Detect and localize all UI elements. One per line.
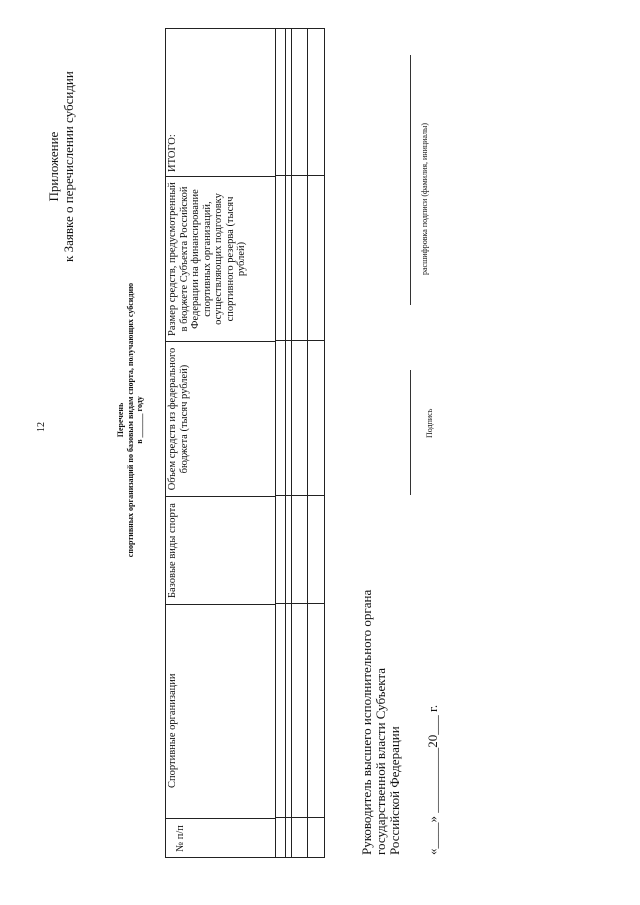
header-cell-regional-budget: Размер средств, предусмотренный в бюджете Субъекта Российской Федерации на финансирование спортивных организаций, осуществляющих подготовку спортивного резерва (тысяч рублей) bbox=[165, 176, 275, 341]
list-title: Перечень bbox=[116, 402, 125, 438]
official-line-1: Руководитель высшего исполнительного органа bbox=[359, 589, 374, 855]
row-line-1 bbox=[285, 28, 286, 858]
decode-line bbox=[410, 55, 411, 305]
header-cell-organizations: Спортивные организации bbox=[165, 604, 275, 818]
col-line-3 bbox=[275, 495, 325, 496]
date-line: «____» __________20___ г. bbox=[425, 704, 440, 855]
appendix-line-1: Приложение bbox=[46, 131, 61, 202]
header-separator bbox=[275, 28, 276, 858]
signature-line bbox=[410, 370, 411, 495]
list-heading bbox=[116, 230, 145, 610]
col-line-2 bbox=[275, 603, 325, 604]
header-cell-federal-budget: Объем средств из федерального бюджета (тысяч рублей) bbox=[165, 341, 275, 496]
appendix-heading bbox=[46, 71, 76, 262]
row-line-3 bbox=[307, 28, 308, 858]
col-line-4 bbox=[275, 340, 325, 341]
list-subtitle: спортивных организаций по базовым видам спорта, получающих субсидию bbox=[125, 282, 135, 558]
decode-caption: расшифровка подписи (фамилия, инициалы) bbox=[420, 122, 429, 275]
list-year-line: в ______ году bbox=[135, 396, 144, 444]
header-cell-sports: Базовые виды спорта bbox=[165, 496, 275, 604]
signature-caption: Подпись bbox=[425, 408, 434, 438]
official-line-2: государственной власти Субъекта bbox=[373, 668, 388, 855]
official-title bbox=[360, 590, 402, 855]
appendix-line-2: к Заявке о перечислении субсидии bbox=[61, 71, 76, 262]
row-line-2 bbox=[291, 28, 292, 858]
col-line-5 bbox=[275, 175, 325, 176]
official-line-3: Российской Федерации bbox=[387, 726, 402, 855]
header-cell-number: № п/п bbox=[165, 818, 275, 858]
header-cell-total: ИТОГО: bbox=[167, 134, 178, 172]
organizations-table bbox=[165, 28, 325, 858]
page-number: 12 bbox=[36, 422, 47, 432]
col-line-1 bbox=[275, 817, 325, 818]
